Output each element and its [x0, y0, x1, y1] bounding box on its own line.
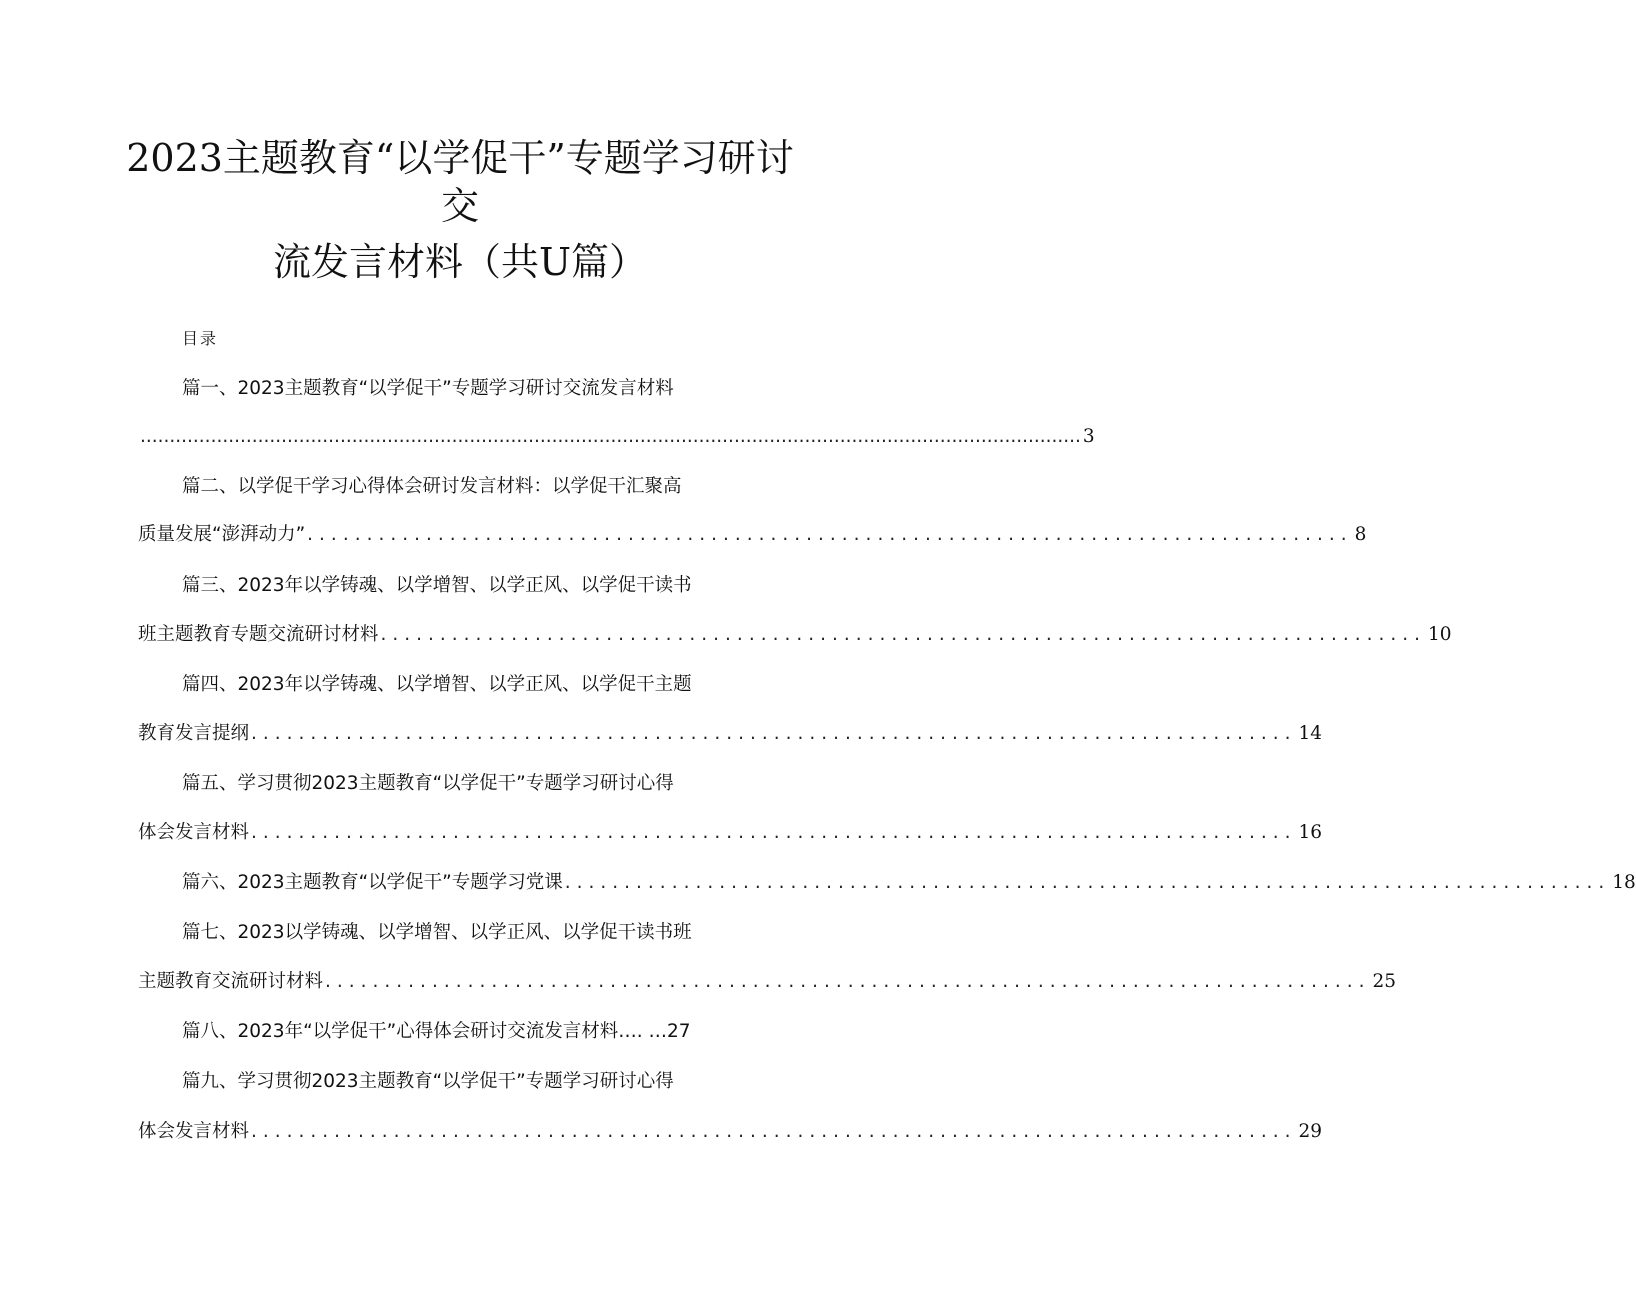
- toc-entry-1-page: 3: [1082, 426, 1095, 447]
- dot-leader: ........................................................................................: [251, 822, 1297, 843]
- toc-entry-9-page: 29: [1298, 1121, 1323, 1142]
- toc-entry-6-page: 18: [1612, 872, 1636, 893]
- toc-entry-2-leader-line: [138, 522, 1367, 548]
- toc-entry-4-title: 篇四、2023年以学铸魂、以学增智、以学正风、以学促干主题: [182, 674, 692, 695]
- dot-leader: ........................................................................................: [251, 1121, 1297, 1142]
- toc-entry-9-title-cont: 体会发言材料: [138, 1121, 250, 1142]
- toc-entry-3-title-cont: 班主题教育专题交流研讨材料: [138, 624, 379, 645]
- toc-entry-5-title: 篇五、学习贯彻2023主题教育“以学促干”专题学习研讨心得: [182, 773, 674, 794]
- dot-leader: ........................................................................................: [564, 872, 1611, 893]
- toc-entry-5-page: 16: [1298, 822, 1323, 843]
- toc-entry-4-title-cont: 教育发言提纲: [138, 723, 250, 744]
- dot-leader: ........................................................................................: [307, 524, 1353, 545]
- toc-entry-2-title: 篇二、以学促干学习心得体会研讨发言材料：以学促干汇聚高: [182, 476, 682, 497]
- toc-heading: 目录: [182, 329, 219, 348]
- toc-entry-2-title-cont: 质量发展“澎湃动力”: [138, 524, 306, 545]
- toc-entry-7-leader-line: [138, 969, 1397, 995]
- toc-entry-6-line: [182, 870, 1636, 896]
- dot-leader: ........................................................................................: [380, 624, 1427, 645]
- dot-leader: ........................................................................................: [325, 971, 1371, 992]
- toc-entry-7-title: 篇七、2023以学铸魂、以学增智、以学正风、以学促干读书班: [182, 922, 692, 943]
- toc-entry-7-title-cont: 主题教育交流研讨材料: [138, 971, 324, 992]
- toc-entry-7-page: 25: [1372, 971, 1397, 992]
- toc-entry-9-title: 篇九、学习贯彻2023主题教育“以学促干”专题学习研讨心得: [182, 1071, 674, 1092]
- toc-entry-6-title: 篇六、2023主题教育“以学促干”专题学习党课: [182, 872, 563, 893]
- toc-entry-8-title: 篇八、2023年“以学促干”心得体会研讨交流发言材料…. …27: [182, 1021, 691, 1042]
- toc-entry-1-leader-line: [138, 424, 1095, 450]
- toc-entry-5-title-cont: 体会发言材料: [138, 822, 250, 843]
- toc-entry-5-leader-line: [138, 820, 1323, 846]
- toc-entry-1-title: 篇一、2023主题教育“以学促干”专题学习研讨交流发言材料: [182, 378, 674, 399]
- toc-entry-9-leader-line: [138, 1119, 1323, 1145]
- toc-entry-3-page: 10: [1428, 624, 1452, 645]
- document-title-line-2: 交: [440, 184, 479, 228]
- document-title-line-3: 流发言材料（共U篇）: [272, 240, 648, 284]
- toc-entry-4-page: 14: [1298, 723, 1323, 744]
- dot-leader: ........................................................................................: [251, 723, 1297, 744]
- toc-entry-3-leader-line: [138, 622, 1452, 648]
- toc-entry-4-leader-line: [138, 721, 1323, 747]
- document-title-line-1: 2023主题教育“以学促干”专题学习研讨: [126, 136, 794, 180]
- dot-leader: ................................................................................................................................................................: [140, 426, 1081, 447]
- toc-entry-3-title: 篇三、2023年以学铸魂、以学增智、以学正风、以学促干读书: [182, 575, 692, 596]
- toc-entry-2-page: 8: [1354, 524, 1367, 545]
